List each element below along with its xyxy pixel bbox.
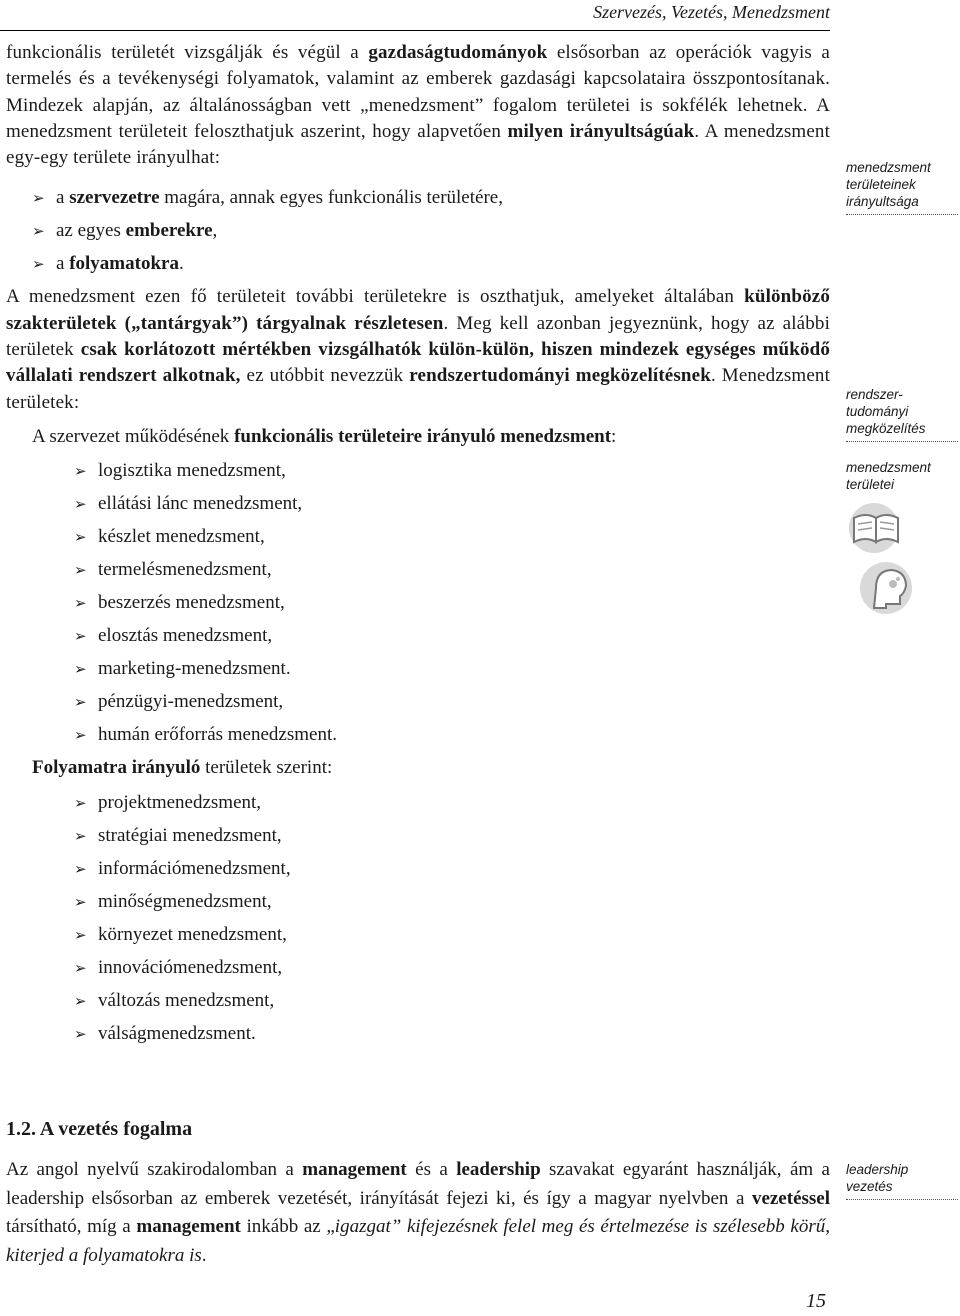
- margin-note-line: menedzsment: [846, 160, 931, 175]
- margin-note-line: irányultsága: [846, 194, 919, 209]
- text-run: .: [201, 1244, 207, 1266]
- list-item-text: válságmenedzsment.: [98, 1022, 256, 1044]
- bold-run: gazdaságtudományok: [368, 42, 548, 63]
- list-item: [74, 786, 830, 819]
- arrow-icon: ➢: [74, 892, 87, 911]
- list-item: [74, 619, 830, 652]
- bold-run: milyen irányultságúak: [507, 120, 695, 142]
- arrow-icon: ➢: [74, 1024, 87, 1043]
- main-text: [6, 40, 830, 1054]
- list-item: [74, 586, 830, 619]
- thinking-head-icon: [860, 562, 912, 614]
- bold-run: szervezetre: [69, 187, 160, 209]
- open-book-icon: [846, 500, 926, 620]
- arrow-icon: ➢: [74, 793, 87, 812]
- list-item-text: projektmenedzsment,: [98, 791, 262, 813]
- bold-run: Folyamatra irányuló: [32, 757, 201, 779]
- list-item: [74, 951, 830, 984]
- text-run: a: [56, 187, 70, 209]
- list-item: [74, 520, 830, 553]
- text-run: ez utóbbit nevezzük: [240, 365, 410, 387]
- margin-note-leadership: [846, 1161, 958, 1200]
- list-item-text: változás menedzsment,: [98, 989, 275, 1011]
- bold-run: leadership: [456, 1159, 541, 1180]
- list-item: [74, 984, 830, 1017]
- text-run: .: [178, 253, 184, 275]
- bold-run: management: [136, 1216, 241, 1237]
- text-run: . Meg kell azonban jegyeznünk, hogy az alábbi területek: [6, 312, 830, 361]
- paragraph-leadership: [6, 1156, 830, 1270]
- list-item-text: ellátási lánc menedzsment,: [98, 493, 303, 515]
- arrow-icon: ➢: [32, 255, 45, 274]
- text-run: ,: [212, 220, 218, 242]
- paragraph-intro: [6, 40, 830, 171]
- list-item: [74, 652, 830, 685]
- text-run: . Menedzsment területek:: [6, 365, 831, 413]
- list-item-text: stratégiai menedzsment,: [98, 824, 282, 846]
- list-item: [74, 685, 830, 718]
- paragraph-areas: [6, 284, 830, 415]
- margin-note-line: tudományi: [846, 404, 909, 419]
- margin-note-areas: [846, 459, 958, 497]
- list-item-text: marketing-menedzsment.: [98, 658, 291, 680]
- list-item: [74, 718, 830, 751]
- list-item: [74, 918, 830, 951]
- list-item-text: információmenedzsment,: [98, 857, 291, 879]
- text-run: az egyes: [56, 220, 126, 242]
- running-header: [0, 0, 830, 31]
- bold-run: rendszertudományi megközelítésnek: [409, 365, 711, 387]
- list-item-text: logisztika menedzsment,: [98, 460, 286, 482]
- text-run: funkcionális területét vizsgálják és végül a: [6, 42, 369, 63]
- functional-list: [74, 454, 830, 751]
- arrow-icon: ➢: [74, 594, 87, 613]
- arrow-icon: ➢: [74, 991, 87, 1010]
- arrow-icon: ➢: [74, 826, 87, 845]
- text-run: elsősorban az operációk vagyis a termelés és a tevékenységi folyamatok, valamint az emberek gazdasági kapcsolataira összpontosítanak. Mindezek alapján, az általánosságban vett „menedzsment” fogalom területei is sokfélék lehetnek. A menedzsment területeit feloszthatjuk aszerint, hogy alapvetően: [6, 42, 830, 142]
- margin-icons: [846, 500, 926, 620]
- process-list: [74, 786, 830, 1050]
- margin-note-line: menedzsment: [846, 460, 931, 475]
- process-intro: [6, 755, 830, 781]
- arrow-icon: ➢: [74, 859, 87, 878]
- list-item: [32, 214, 830, 247]
- list-item: [74, 1017, 830, 1050]
- text-run: társítható, míg a: [6, 1216, 137, 1237]
- list-item-text: termelésmenedzsment,: [98, 559, 272, 581]
- margin-note-orientation: [846, 159, 958, 215]
- list-item-text: elosztás menedzsment,: [98, 625, 273, 647]
- list-item: [74, 819, 830, 852]
- list-item: [32, 181, 830, 214]
- list-item-text: minőségmenedzsment,: [98, 890, 272, 912]
- text-run: területek szerint:: [200, 757, 333, 779]
- list-item-text: környezet menedzsment,: [98, 923, 287, 945]
- margin-note-line: területei: [846, 477, 895, 492]
- arrow-icon: ➢: [74, 627, 87, 646]
- bold-run: folyamatokra: [69, 253, 179, 275]
- bold-run: emberekre: [125, 220, 213, 242]
- bold-run: management: [302, 1159, 407, 1180]
- bold-run: különböző szakterületek („tantárgyak”) tárgyalnak részletesen: [6, 286, 830, 334]
- arrow-icon: ➢: [32, 222, 45, 241]
- margin-note-line: területeinek: [846, 177, 916, 192]
- text-run: A szervezet működésének: [32, 425, 235, 447]
- margin-note-line: vezetés: [846, 1179, 893, 1194]
- arrow-icon: ➢: [74, 726, 87, 745]
- list-item: [32, 247, 830, 280]
- bold-run: vezetéssel: [751, 1187, 830, 1209]
- text-run: :: [611, 425, 617, 447]
- bold-run: funkcionális területeire irányuló menedzsment: [234, 425, 612, 447]
- margin-note-line: megközelítés: [846, 421, 926, 436]
- list-item: [74, 553, 830, 586]
- list-item: [74, 852, 830, 885]
- bold-run: csak korlátozott mértékben vizsgálhatók külön-külön, hiszen mindezek egységes működő vállalati rendszert alkotnak,: [6, 339, 830, 387]
- text-run: . A menedzsment egy-egy területe irányulhat:: [6, 120, 831, 169]
- list-item: [74, 885, 830, 918]
- functional-intro: [6, 424, 830, 450]
- section-heading: 1.2. A vezetés fogalma: [6, 1118, 193, 1140]
- italic-run: igazgat” kifejezésnek felel meg és értelmezése is szélesebb körű, kiterjed a folyamatokra is: [6, 1216, 830, 1266]
- list-item-text: pénzügyi-menedzsment,: [98, 691, 284, 713]
- list-item-text: beszerzés menedzsment,: [98, 592, 285, 614]
- arrow-icon: ➢: [74, 660, 87, 679]
- margin-note-systems: [846, 386, 958, 442]
- list-item-text: humán erőforrás menedzsment.: [98, 724, 337, 746]
- text-run: magára, annak egyes funkcionális területére,: [159, 187, 503, 209]
- page-number: 15: [806, 1290, 826, 1312]
- text-run: szavakat egyaránt használják, ám a leadership elsősorban az emberek vezetését, irányítását fejezi ki, és így a magyar nyelvben a: [6, 1159, 830, 1209]
- arrow-icon: ➢: [74, 495, 87, 514]
- arrow-icon: ➢: [74, 925, 87, 944]
- text-run: és a: [406, 1159, 457, 1180]
- arrow-icon: ➢: [74, 528, 87, 547]
- arrow-icon: ➢: [74, 958, 87, 977]
- running-title: Szervezés, Vezetés, Menedzsment: [593, 2, 830, 22]
- arrow-icon: ➢: [74, 462, 87, 481]
- text-run: A menedzsment ezen fő területeit további területekre is oszthatjuk, amelyeket általában: [6, 286, 745, 308]
- orientation-list: [32, 181, 830, 280]
- text-run: inkább az „: [240, 1216, 335, 1237]
- text-run: Az angol nyelvű szakirodalomban a: [6, 1159, 303, 1180]
- margin-note-line: rendszer-: [846, 387, 903, 402]
- arrow-icon: ➢: [32, 189, 45, 208]
- list-item-text: innovációmenedzsment,: [98, 956, 283, 978]
- arrow-icon: ➢: [74, 561, 87, 580]
- list-item: [74, 454, 830, 487]
- arrow-icon: ➢: [74, 693, 87, 712]
- margin-note-line: leadership: [846, 1162, 909, 1177]
- list-item-text: készlet menedzsment,: [98, 526, 265, 548]
- list-item: [74, 487, 830, 520]
- text-run: a: [56, 253, 70, 275]
